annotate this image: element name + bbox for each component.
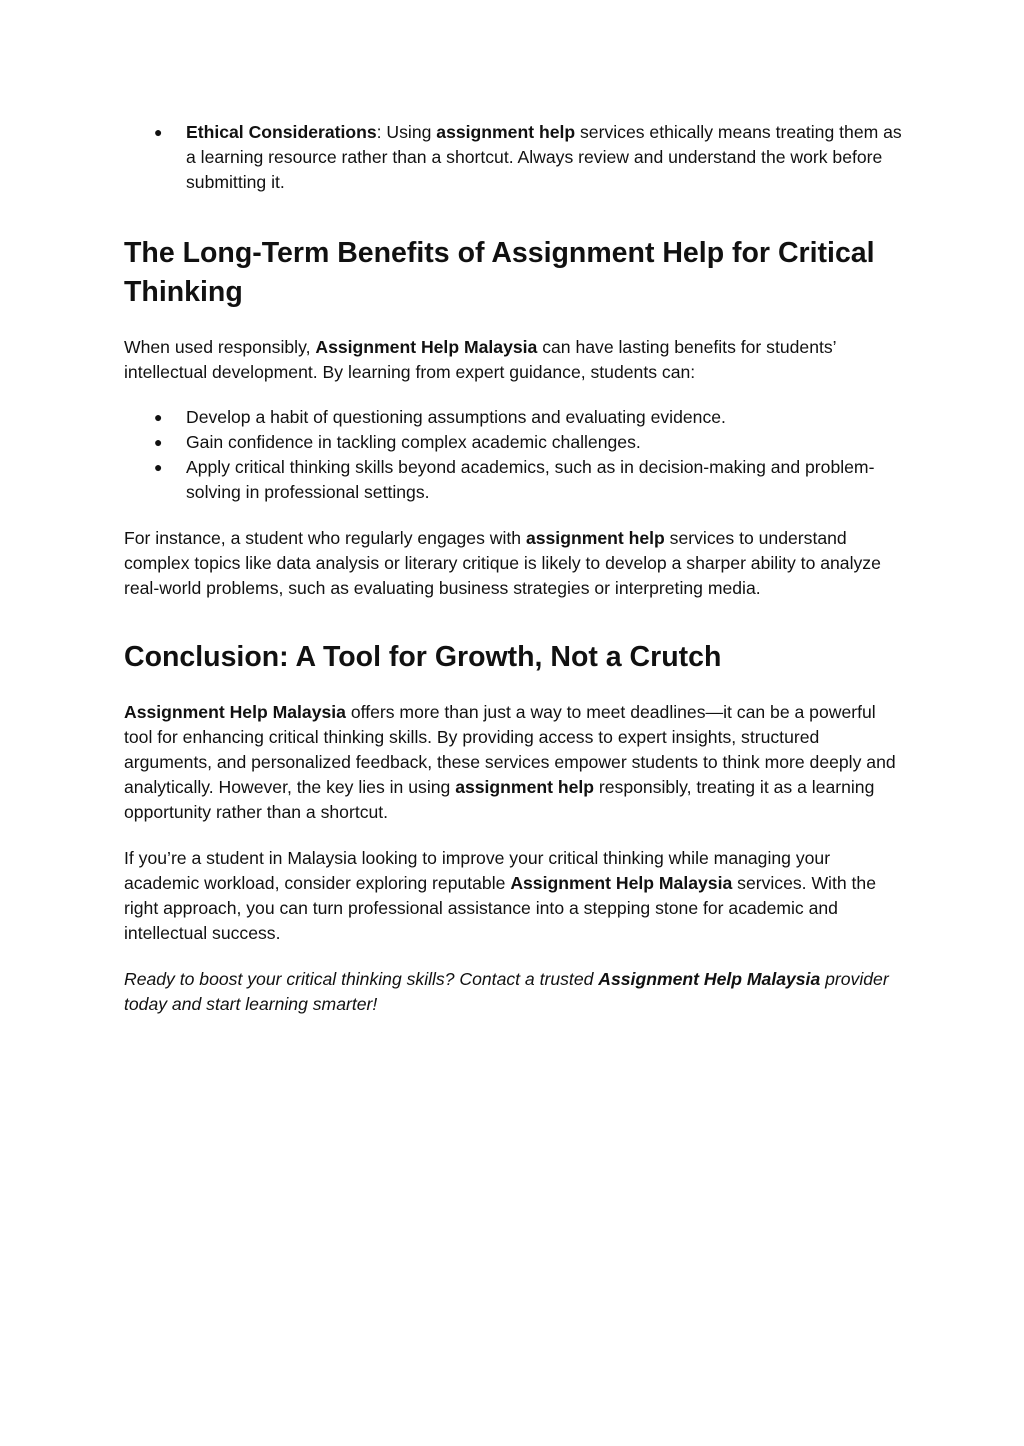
conclusion-p1-after: responsibly, treating it as a learning opportunity rather than a shortcut. <box>124 777 875 822</box>
list-item-ethical <box>124 120 904 195</box>
bullet-icon: ● <box>154 409 163 425</box>
benefit-text: Apply critical thinking skills beyond academics, such as in decision-making and problem-solving in professional settings. <box>186 457 875 502</box>
instance-paragraph <box>124 526 904 601</box>
instance-bold: assignment help <box>525 528 665 548</box>
instance-before: For instance, a student who regularly engages with <box>124 528 526 548</box>
conclusion-p2-after: services. With the right approach, you can turn professional assistance into a stepping stone for academic and intellectual success. <box>124 873 876 943</box>
bullet-icon: ● <box>154 459 163 475</box>
bullet-icon: ● <box>154 124 163 140</box>
cta-before: Ready to boost your critical thinking skills? Contact a trusted <box>124 969 599 989</box>
conclusion-p1-mid: offers more than just a way to meet deadlines—it can be a powerful tool for enhancing critical thinking skills. By providing access to expert insights, structured arguments, and personalized feedback, these services empower students to think more deeply and analytically. However, the key lies in using <box>124 702 896 797</box>
cta-after: provider today and start learning smarter! <box>124 969 889 1014</box>
benefits-intro-after: can have lasting benefits for students’ intellectual development. By learning from expert guidance, students can: <box>124 337 836 382</box>
ethical-rest: services ethically means treating them as a learning resource rather than a shortcut. Always review and understand the work before submitting it. <box>186 122 902 192</box>
document-page <box>124 120 904 1017</box>
benefit-text: Gain confidence in tackling complex academic challenges. <box>186 432 641 452</box>
ethical-keyword: assignment help <box>436 122 576 142</box>
conclusion-p1-bold2: assignment help <box>455 777 595 797</box>
list-item <box>124 405 904 430</box>
ethical-term: Ethical Considerations <box>186 122 377 142</box>
bullet-icon: ● <box>154 434 163 450</box>
benefits-intro-bold: Assignment Help Malaysia <box>315 337 538 357</box>
conclusion-heading: Conclusion: A Tool for Growth, Not a Crutch <box>124 641 722 673</box>
conclusion-p2-before: If you’re a student in Malaysia looking to improve your critical thinking while managing your academic workload, consider exploring reputable <box>124 848 831 893</box>
benefits-heading: The Long-Term Benefits of Assignment Help for Critical Thinking <box>124 237 875 308</box>
list-item <box>124 430 904 455</box>
cta-bold: Assignment Help Malaysia <box>598 969 821 989</box>
benefits-list <box>124 405 904 505</box>
conclusion-p1-bold: Assignment Help Malaysia <box>124 702 346 722</box>
ethical-list <box>124 120 904 195</box>
conclusion-p2-bold: Assignment Help Malaysia <box>510 873 733 893</box>
benefits-intro-before: When used responsibly, <box>124 337 316 357</box>
conclusion-paragraph-1 <box>124 700 904 825</box>
benefit-text: Develop a habit of questioning assumptions and evaluating evidence. <box>186 407 726 427</box>
call-to-action <box>124 967 904 1017</box>
ethical-colon: : Using <box>376 122 437 142</box>
benefits-intro <box>124 335 904 385</box>
conclusion-paragraph-2 <box>124 846 904 946</box>
list-item <box>124 455 904 505</box>
instance-after: services to understand complex topics like data analysis or literary critique is likely to develop a sharper ability to analyze real-world problems, such as evaluating business strategies or interpreting media. <box>124 528 881 598</box>
